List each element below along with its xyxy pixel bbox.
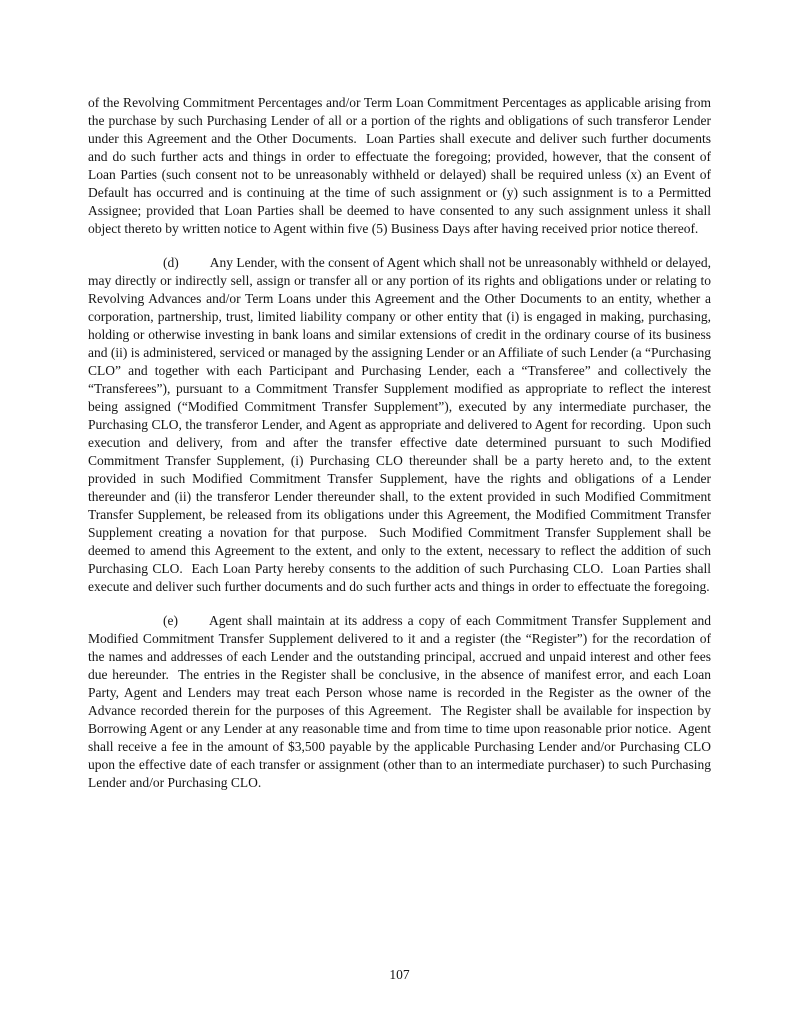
paragraph-text: of the Revolving Commitment Percentages and/or Term Loan Commitment Percentages as applicable arising from the purchase by such Purchasing Lender of all or a portion of the rights and obligations of such transferor Lender under this Agreement and the Other Documents. Loan Parties shall execute and deliver such further documents and do such further acts and things in order to effectuate the foregoing; provided, however, that the consent of Loan Parties (such consent not to be unreasonably withheld or delayed) shall be required unless (x) an Event of Default has occurred and is continuing at the time of such assignment or (y) such assignment is to a Permitted Assignee; provided that Loan Parties shall be deemed to have consented to any such assignment unless it shall object thereto by written notice to Agent within five (5) Business Days after having received prior notice thereof. <box>88 95 715 236</box>
paragraph-label: (e) <box>163 613 178 628</box>
page-number: 107 <box>389 967 410 982</box>
paragraph-e <box>88 612 715 792</box>
paragraph-label: (d) <box>163 255 179 270</box>
paragraph-continuation <box>88 94 715 238</box>
paragraph-text: Agent shall maintain at its address a copy of each Commitment Transfer Supplement and Modified Commitment Transfer Supplement delivered to it and a register (the “Register”) for the recordation of the names and addresses of each Lender and the outstanding principal, accrued and unpaid interest and other fees due hereunder. The entries in the Register shall be conclusive, in the absence of manifest error, and each Loan Party, Agent and Lenders may treat each Person whose name is recorded in the Register as the owner of the Advance recorded therein for the purposes of this Agreement. The Register shall be available for inspection by Borrowing Agent or any Lender at any reasonable time and from time to time upon reasonable prior notice. Agent shall receive a fee in the amount of $3,500 payable by the applicable Purchasing Lender and/or Purchasing CLO upon the effective date of each transfer or assignment (other than to an intermediate purchaser) to such Purchasing Lender and/or Purchasing CLO. <box>88 613 715 790</box>
paragraph-text: Any Lender, with the consent of Agent which shall not be unreasonably withheld or delayed, may directly or indirectly sell, assign or transfer all or any portion of its rights and obligations under or relating to Revolving Advances and/or Term Loans under this Agreement and the Other Documents to an entity, whether a corporation, partnership, trust, limited liability company or other entity that (i) is engaged in making, purchasing, holding or otherwise investing in bank loans and similar extensions of credit in the ordinary course of its business and (ii) is administered, serviced or managed by the assigning Lender or an Affiliate of such Lender (a “Purchasing CLO” and together with each Participant and Purchasing Lender, each a “Transferee” and collectively the “Transferees”), pursuant to a Commitment Transfer Supplement modified as appropriate to reflect the interest being assigned (“Modified Commitment Transfer Supplement”), executed by any intermediate purchaser, the Purchasing CLO, the transferor Lender, and Agent as appropriate and delivered to Agent for recording. Upon such execution and delivery, from and after the transfer effective date determined pursuant to such Modified Commitment Transfer Supplement, (i) Purchasing CLO thereunder shall be a party hereto and, to the extent provided in such Modified Commitment Transfer Supplement, have the rights and obligations of a Lender thereunder and (ii) the transferor Lender thereunder shall, to the extent provided in such Modified Commitment Transfer Supplement, be released from its obligations under this Agreement, the Modified Commitment Transfer Supplement creating a novation for that purpose. Such Modified Commitment Transfer Supplement shall be deemed to amend this Agreement to the extent, and only to the extent, necessary to reflect the addition of such Purchasing CLO. Each Loan Party hereby consents to the addition of such Purchasing CLO. Loan Parties shall execute and deliver such further documents and do such further acts and things in order to effectuate the foregoing. <box>88 255 715 594</box>
paragraph-d <box>88 254 715 596</box>
document-body <box>88 94 715 808</box>
